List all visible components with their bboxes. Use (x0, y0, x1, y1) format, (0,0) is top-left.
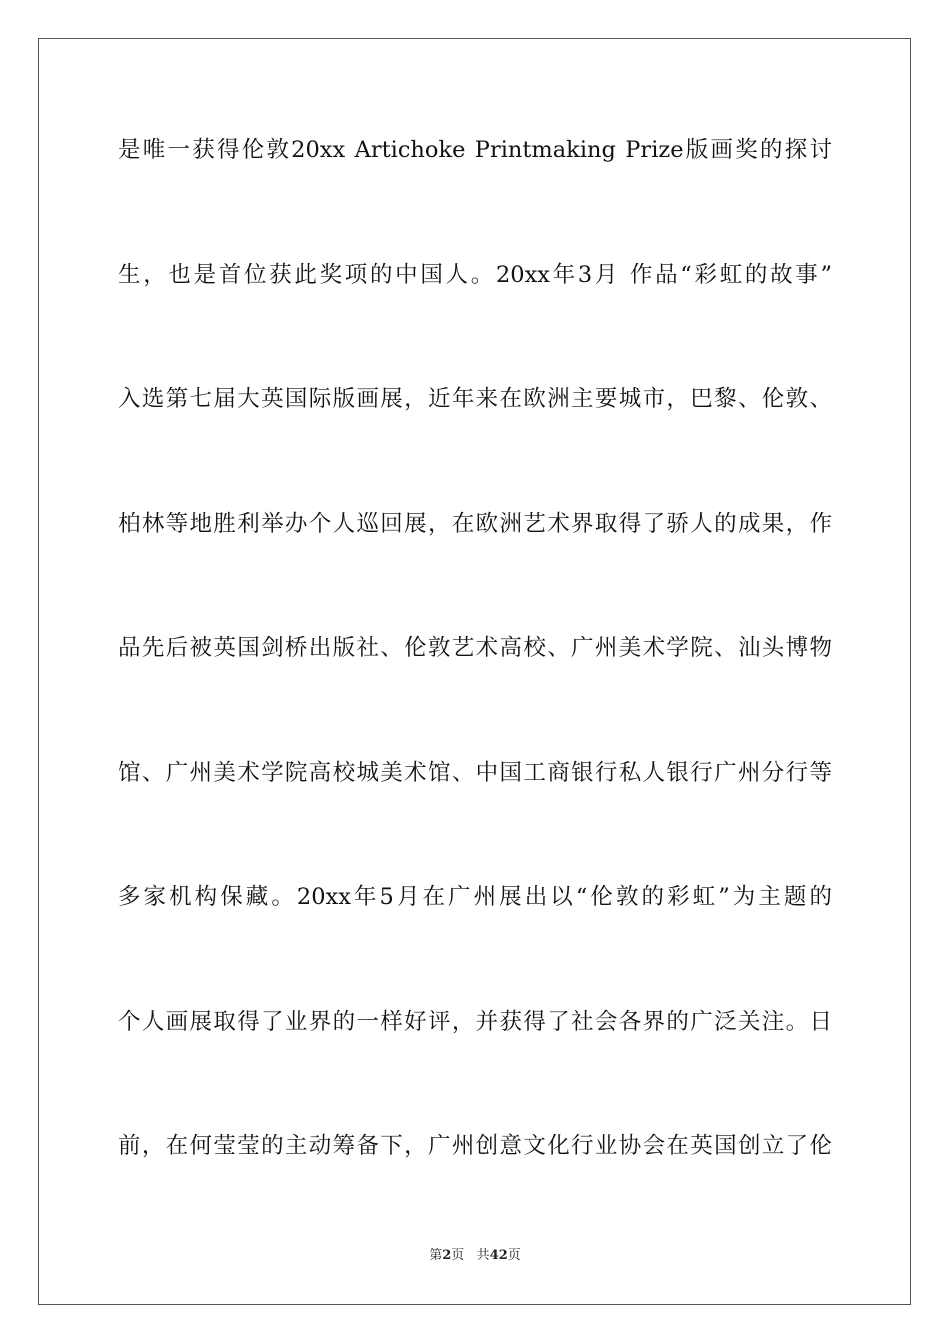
text-line: 馆、广州美术学院高校城美术馆、中国工商银行私人银行广州分行等 (118, 759, 832, 786)
text-line: 生，也是首位获此奖项的中国人。20xx年3月 作品“彩虹的故事” (118, 261, 832, 288)
text-line: 入选第七届大英国际版画展，近年来在欧洲主要城市，巴黎、伦敦、 (118, 386, 832, 412)
text-line: 品先后被英国剑桥出版社、伦敦艺术高校、广州美术学院、汕头博物 (118, 635, 832, 661)
text-line: 多家机构保藏。20xx年5月在广州展出以“伦敦的彩虹”为主题的 (118, 884, 832, 910)
text-line: 柏林等地胜利举办个人巡回展，在欧洲艺术界取得了骄人的成果，作 (118, 510, 832, 537)
page-prefix: 第 (429, 1248, 443, 1263)
text-line: 是唯一获得伦敦20xx Artichoke Printmaking Prize版画奖的探讨 (118, 137, 832, 163)
text-line: 前，在何莹莹的主动筹备下，广州创意文化行业协会在英国创立了伦 (118, 1133, 832, 1159)
total-unit: 页 (507, 1248, 521, 1263)
page-footer (0, 1247, 950, 1265)
text-line: 个人画展取得了业界的一样好评，并获得了社会各界的广泛关注。日 (118, 1008, 832, 1035)
page-unit: 页 (451, 1248, 465, 1263)
body-text (118, 128, 832, 1249)
total-page-count: 42 (489, 1248, 508, 1263)
total-prefix: 共 (476, 1248, 490, 1263)
current-page-number: 2 (442, 1248, 452, 1263)
